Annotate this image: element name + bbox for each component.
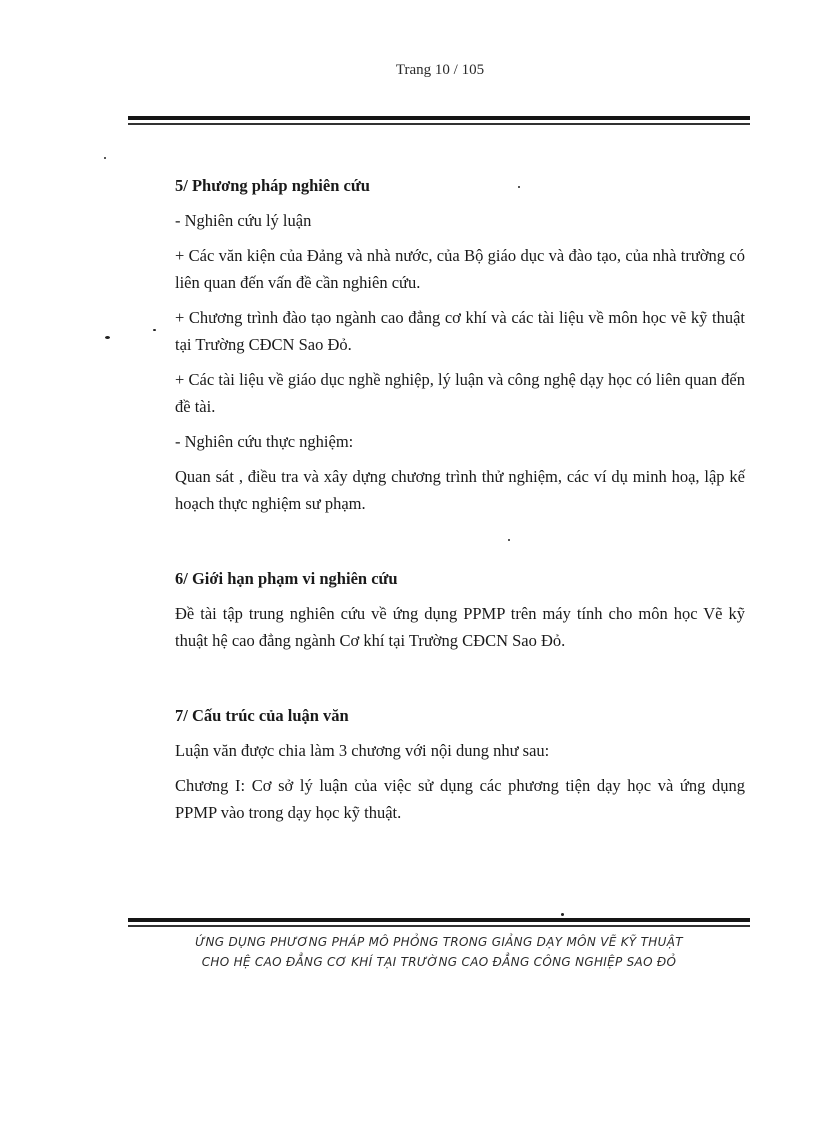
footer-rule: [128, 918, 750, 922]
scan-speck: [508, 539, 510, 541]
footer-line: CHO HỆ CAO ĐẲNG CƠ KHÍ TẠI TRƯỜNG CAO ĐẲNG CÔNG NGHIỆP SAO ĐỎ: [201, 955, 677, 969]
section-5-title: 5/ Phương pháp nghiên cứu: [175, 176, 370, 195]
scan-speck: [104, 157, 106, 159]
section-5-paragraph: Quan sát , điều tra và xây dựng chương trình thử nghiệm, các ví dụ minh hoạ, lập kế hoạch thực nghiệm sư phạm.: [175, 467, 745, 513]
document-body: [125, 172, 745, 834]
scan-speck: [105, 336, 110, 339]
section-7-paragraph: Chương I: Cơ sở lý luận của việc sử dụng các phương tiện dạy học và ứng dụng PPMP vào trong dạy học kỹ thuật.: [175, 776, 745, 822]
section-5-paragraph: + Các tài liệu về giáo dục nghề nghiệp, lý luận và công nghệ dạy học có liên quan đến đề tài.: [175, 370, 745, 416]
section-5-paragraph: + Chương trình đào tạo ngành cao đẳng cơ khí và các tài liệu về môn học vẽ kỹ thuật tại Trường CĐCN Sao Đỏ.: [175, 308, 745, 354]
section-6-title: 6/ Giới hạn phạm vi nghiên cứu: [175, 569, 398, 588]
scan-speck: [518, 186, 520, 188]
section-5-paragraph: + Các văn kiện của Đảng và nhà nước, của Bộ giáo dục và đào tạo, của nhà trường có liên quan đến vấn đề cần nghiên cứu.: [175, 246, 745, 292]
section-5-subheading-theory: - Nghiên cứu lý luận: [175, 211, 312, 230]
header-rule-thin: [128, 123, 750, 125]
scan-speck: [153, 329, 156, 331]
scan-speck: [561, 913, 564, 916]
section-5-subheading-experiment: - Nghiên cứu thực nghiệm:: [175, 432, 354, 451]
footer-line: ỨNG DỤNG PHƯƠNG PHÁP MÔ PHỎNG TRONG GIẢNG DẠY MÔN VẼ KỸ THUẬT: [195, 935, 683, 949]
footer-rule-thin: [128, 925, 750, 927]
section-7-paragraph: Luận văn được chia làm 3 chương với nội dung như sau:: [175, 741, 550, 760]
page-number: Trang 10 / 105: [395, 62, 485, 78]
section-7-title: 7/ Cấu trúc của luận văn: [175, 706, 349, 725]
header-rule: [128, 116, 750, 120]
section-6-paragraph: Đề tài tập trung nghiên cứu về ứng dụng PPMP trên máy tính cho môn học Vẽ kỹ thuật hệ cao đẳng ngành Cơ khí tại Trường CĐCN Sao Đỏ.: [175, 604, 745, 650]
footer-title: [128, 932, 750, 972]
